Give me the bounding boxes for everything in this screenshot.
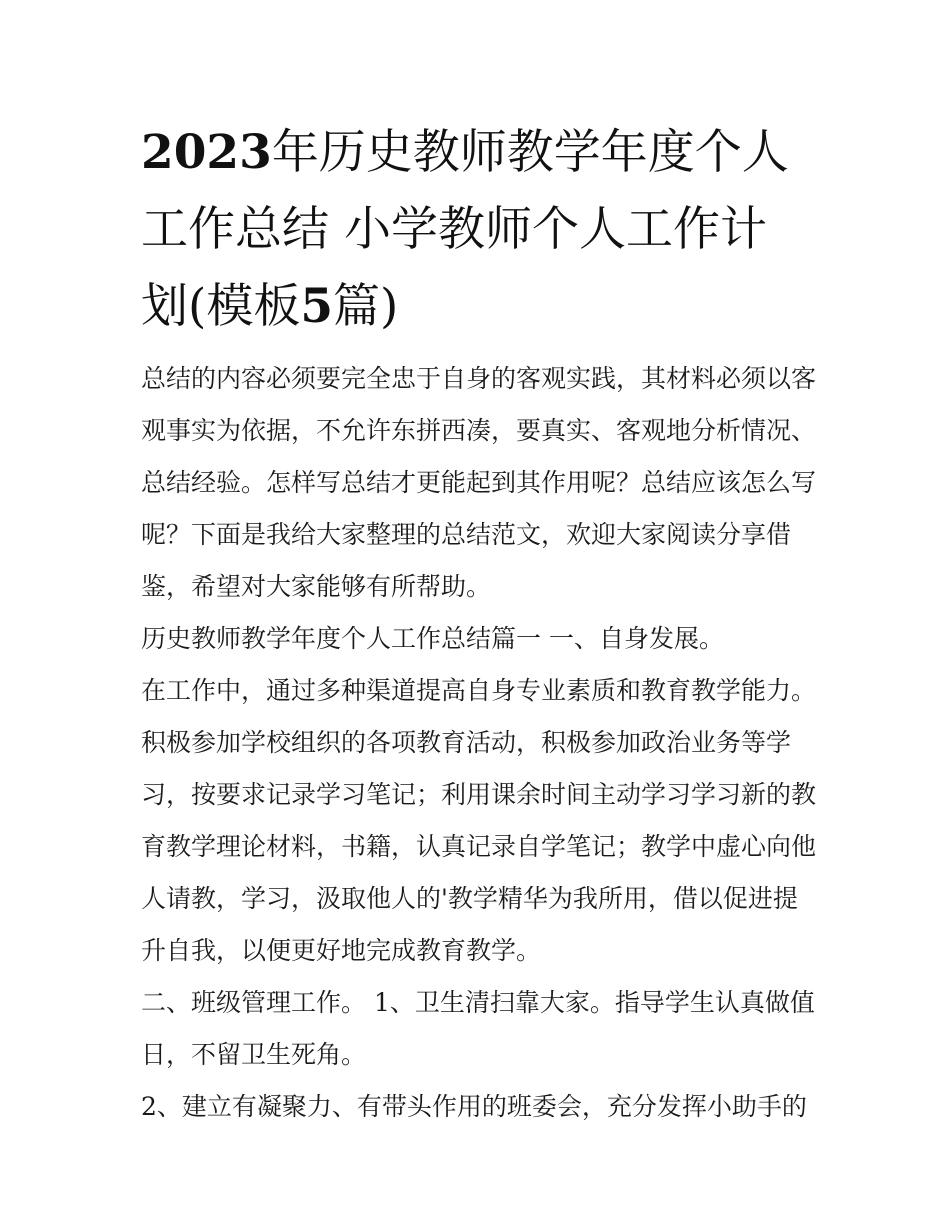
title-line2-text: 工作总结 小学教师个人工作计 xyxy=(141,202,767,257)
title-count: 5 xyxy=(300,279,334,334)
paragraph-section-heading: 历史教师教学年度个人工作总结篇一 一、自身发展。 xyxy=(141,624,724,653)
paragraph-self-development: 在工作中，通过多种渠道提高自身专业素质和教育教学能力。积极参加学校组织的各项教育活动，积极参加政治业务等学习，按要求记录学习笔记；利用课余时间主动学习学习新的教育教学理论材料，书籍，认真记录自学笔记；教学中虚心向他人请教，学习，汲取他人的'教学精华为我所用，借以促进提升自我，以便更好地完成教育教学。 xyxy=(141,676,817,965)
paragraph-class-management: 二、班级管理工作。 1、卫生清扫靠大家。指导学生认真做值日，不留卫生死角。 xyxy=(141,988,815,1069)
title-line3-end: 篇) xyxy=(333,279,399,334)
title-line1-text: 年历史教师教学年度个人 xyxy=(271,125,789,180)
title-year: 2023 xyxy=(141,125,272,180)
document-title xyxy=(141,114,821,345)
title-line3-start: 划(模板 xyxy=(141,279,301,334)
document-body xyxy=(141,353,821,1133)
paragraph-intro: 总结的内容必须要完全忠于自身的客观实践，其材料必须以客观事实为依据，不允许东拼西凑，要真实、客观地分析情况、总结经验。怎样写总结才更能起到其作用呢？总结应该怎么写呢？下面是我给大家整理的总结范文，欢迎大家阅读分享借鉴，希望对大家能够有所帮助。 xyxy=(141,364,817,601)
paragraph-class-committee: 2、建立有凝聚力、有带头作用的班委会，充分发挥小助手的 xyxy=(141,1092,807,1121)
